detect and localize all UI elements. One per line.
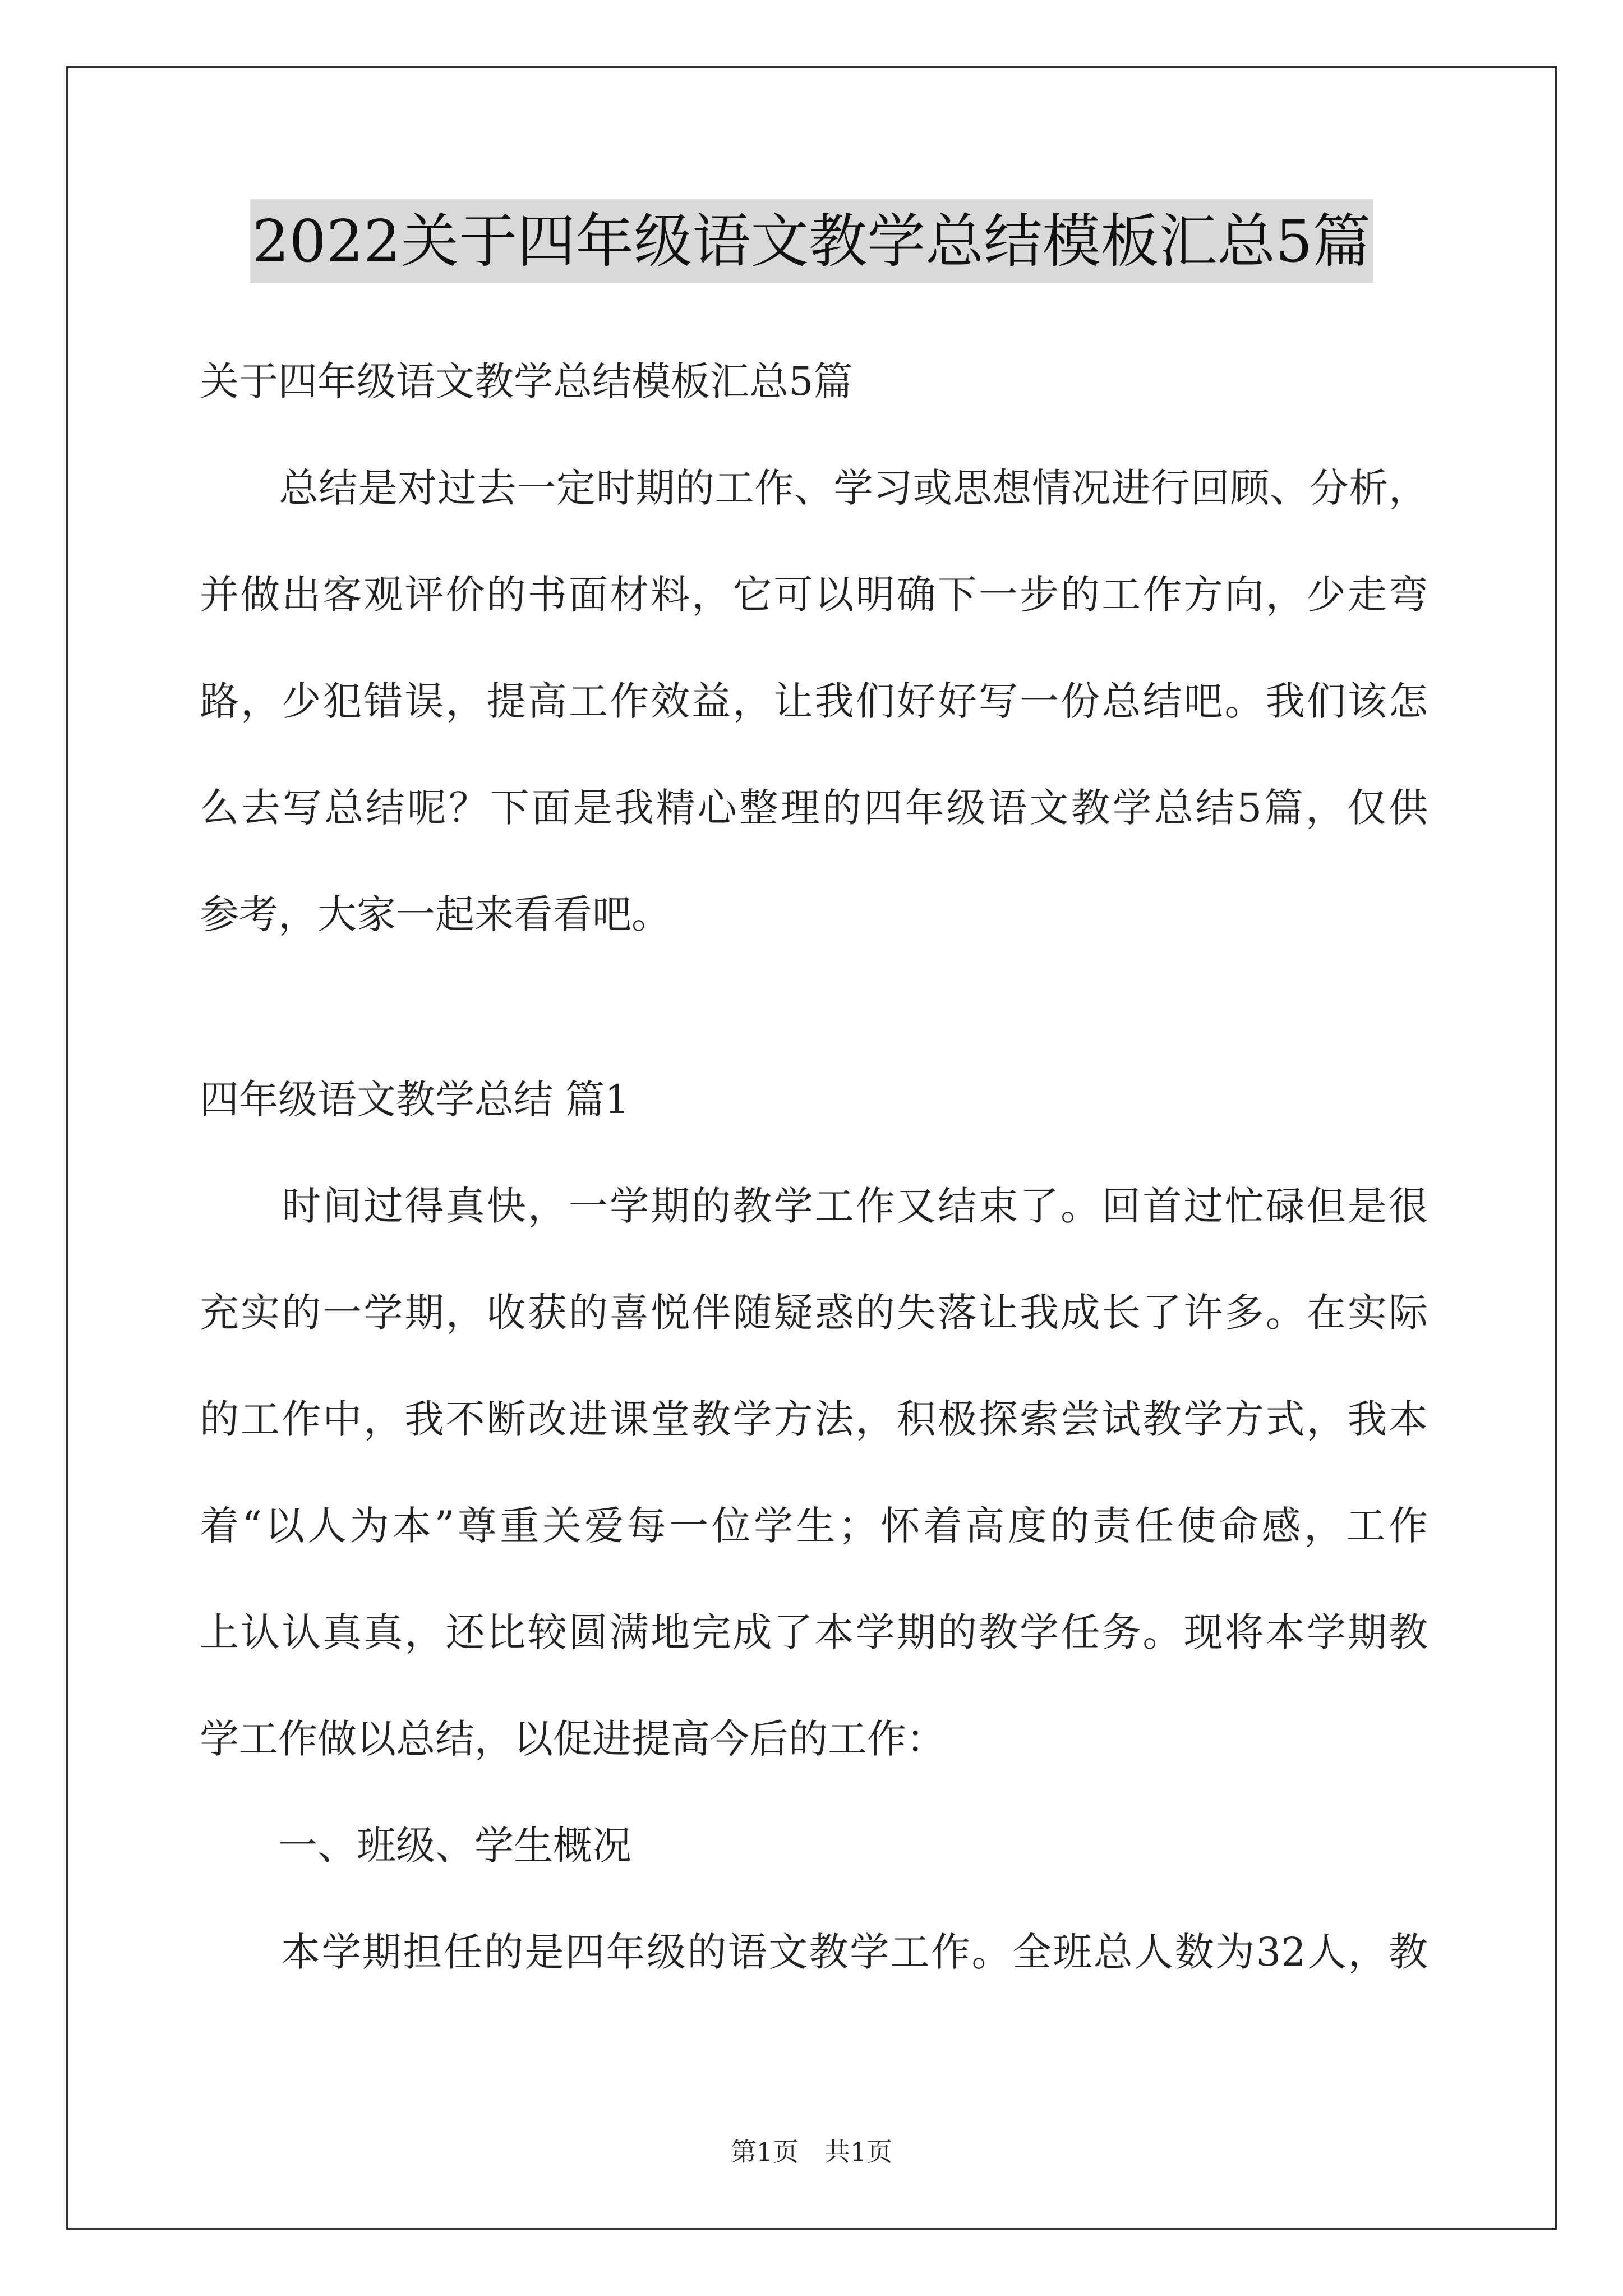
section-line-1: 时间过得真快，一学期的教学工作又结束了。回首过忙碌但是很 xyxy=(200,1183,1428,1229)
title-container xyxy=(0,199,1623,283)
section-heading: 四年级语文教学总结 篇1 xyxy=(200,1076,630,1122)
intro-line-1: 总结是对过去一定时期的工作、学习或思想情况进行回顾、分析， xyxy=(200,465,1428,511)
intro-line-3: 路，少犯错误，提高工作效益，让我们好好写一份总结吧。我们该怎 xyxy=(200,678,1428,724)
section-line-6: 学工作做以总结，以促进提高今后的工作： xyxy=(200,1716,946,1762)
last-line: 本学期担任的是四年级的语文教学工作。全班总人数为32人，教 xyxy=(200,1929,1428,1975)
section-line-2: 充实的一学期，收获的喜悦伴随疑惑的失落让我成长了许多。在实际 xyxy=(200,1290,1428,1336)
document-title: 2022关于四年级语文教学总结模板汇总5篇 xyxy=(250,199,1373,283)
subheading: 一、班级、学生概况 xyxy=(200,1823,631,1869)
section-line-3: 的工作中，我不断改进课堂教学方法，积极探索尝试教学方式，我本 xyxy=(200,1396,1428,1442)
intro-line-5: 参考，大家一起来看看吧。 xyxy=(200,891,671,937)
section-line-5: 上认认真真，还比较圆满地完成了本学期的教学任务。现将本学期教 xyxy=(200,1609,1428,1655)
intro-line-2: 并做出客观评价的书面材料，它可以明确下一步的工作方向，少走弯 xyxy=(200,572,1428,618)
intro-line-4: 么去写总结呢？下面是我精心整理的四年级语文教学总结5篇，仅供 xyxy=(200,785,1428,831)
section-line-4: 着“以人为本”尊重关爱每一位学生；怀着高度的责任使命感，工作 xyxy=(200,1503,1428,1549)
document-subtitle: 关于四年级语文教学总结模板汇总5篇 xyxy=(200,358,853,404)
page-footer: 第1页 共1页 xyxy=(730,2137,893,2167)
